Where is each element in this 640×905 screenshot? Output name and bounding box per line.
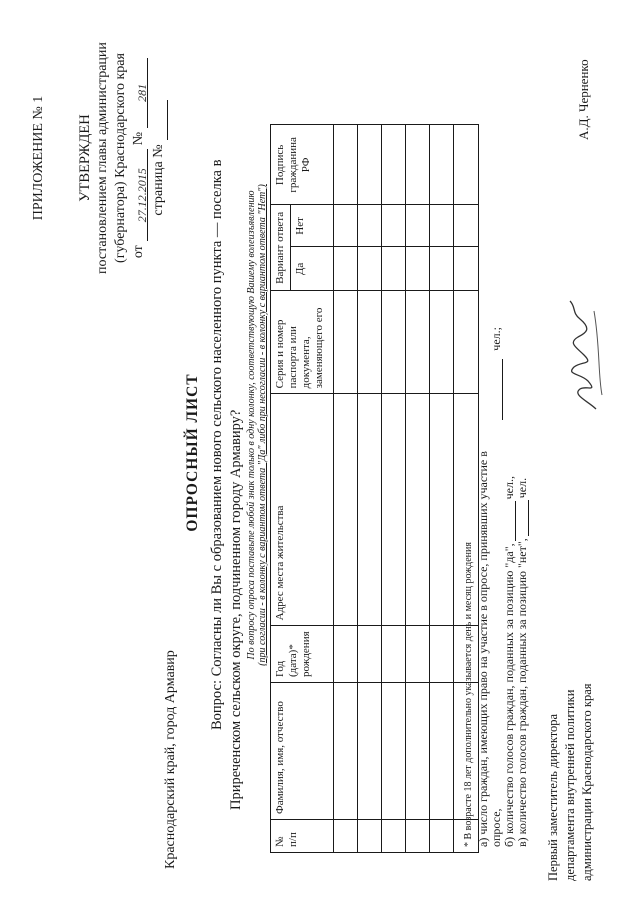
approval-date-row (130, 23, 148, 293)
handwritten-signature (558, 295, 608, 415)
col-signature-header: Подпись гражданина РФ (271, 125, 334, 205)
col-number-header: № п/п (271, 820, 334, 853)
page-number-label: страница № (151, 144, 166, 216)
note-b-unit: чел., (502, 476, 516, 500)
table-header-row (271, 125, 291, 853)
appendix-label: ПРИЛОЖЕНИЕ № 1 (31, 95, 46, 221)
col-answer-header: Вариант ответа (271, 205, 291, 291)
table-row (334, 125, 358, 853)
col-year-header: Год (дата)* рождения (271, 626, 334, 683)
table-row (430, 125, 454, 853)
footnote: * В возрасте 18 лет дополнительно указывается день и месяц рождения (463, 542, 474, 847)
survey-question: Вопрос: Согласны ли Вы с образованием нового сельского населенного пункта — поселка в Приреченском сельском округе, подчиненном городу Армавиру? (209, 159, 244, 810)
approval-header (30, 23, 168, 293)
note-b-blank (504, 501, 516, 541)
date-field (133, 149, 148, 241)
page-number-row (150, 23, 168, 293)
results-notes (463, 327, 529, 847)
region-line: Краснодарский край, город Армавир (163, 650, 178, 869)
date-handwritten: 27.12.2015 (135, 168, 149, 223)
number-field (133, 58, 148, 128)
instruction-line-1: По вопросу опроса поставьте любой знак только в одну колонку, соответствующую Вашему волеизъявлению (246, 190, 257, 660)
note-c-blank (517, 500, 529, 536)
signatory-block (545, 683, 596, 881)
note-a-blank (491, 359, 503, 420)
from-label: от (131, 245, 146, 259)
col-no-header: Нет (291, 205, 334, 247)
note-c (516, 327, 529, 847)
note-a-unit: чел.; (489, 327, 503, 351)
approved-label: УТВЕРЖДЕН (77, 114, 93, 202)
survey-instruction (246, 145, 268, 705)
table-row (382, 125, 406, 853)
signatory-line-3: администрации Краснодарского края (580, 683, 594, 881)
number-handwritten: 281 (135, 83, 149, 102)
signatory-name: А.Д. Черненко (576, 59, 591, 140)
note-a-text: а) число граждан, имеющих право на участие в опросе, принявших участие в опросе, (476, 451, 503, 847)
approval-line-1: постановлением главы администрации (95, 42, 110, 274)
signatory-line-2: департамента внутренней политики (563, 689, 577, 881)
number-label: № (131, 131, 146, 146)
document-title: ОПРОСНЫЙ ЛИСТ (184, 373, 201, 532)
note-b-text: б) количество голосов граждан, поданных за позицию "да", (502, 543, 516, 847)
note-a (477, 327, 503, 847)
note-c-unit: чел. (515, 477, 529, 499)
col-passport-header: Серия и номер паспорта или документа, заменяющего его (271, 291, 334, 394)
instruction-line-2: (при согласии - в колонку с вариантом ответа "Да" либо при несогласии - в колонку с вариантом ответа "Нет") (257, 184, 268, 666)
table-row (406, 125, 430, 853)
survey-table (270, 124, 479, 853)
col-name-header: Фамилия, имя, отчество (271, 683, 334, 820)
note-c-text: в) количество голосов граждан, поданных за позицию "нет", (515, 538, 529, 847)
approval-line-2: (губернатора) Краснодарского края (113, 53, 128, 263)
table-row (358, 125, 382, 853)
col-address-header: Адрес места жительства (271, 394, 334, 626)
page-number-field (153, 100, 168, 140)
col-yes-header: Да (291, 247, 334, 291)
signatory-line-1: Первый заместитель директора (546, 713, 560, 881)
